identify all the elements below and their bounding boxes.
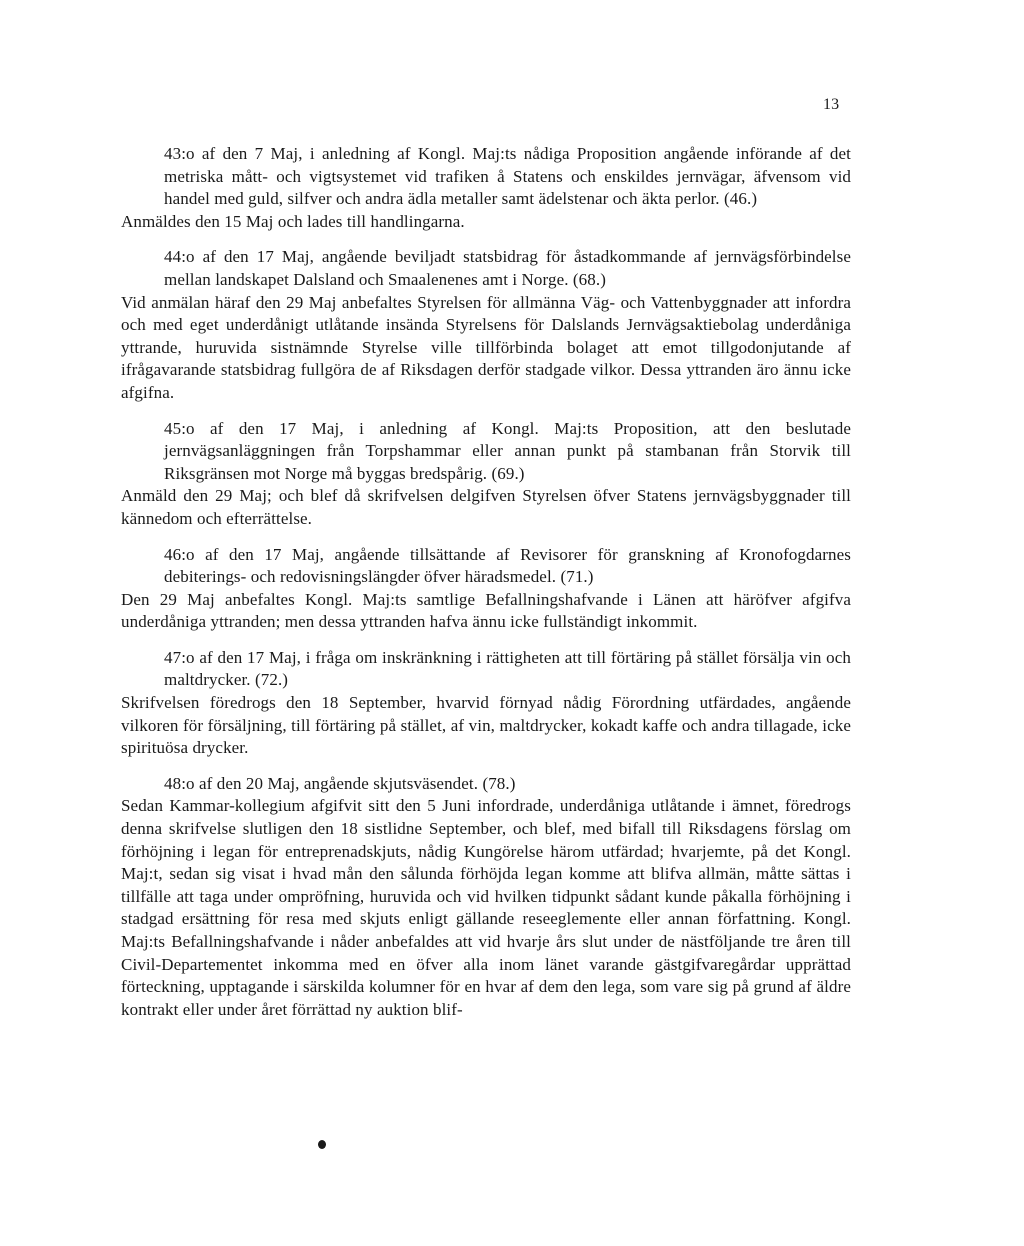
entry-heading: 46:o af den 17 Maj, angående tillsättande af Revisorer för granskning af Kronofogdarnes debiterings- och redovisningslängder öfver häradsmedel. (71.): [164, 544, 851, 587]
entry-44: [121, 246, 851, 404]
entry-note: Den 29 Maj anbefaltes Kongl. Maj:ts samtlige Befallningshafvande i Länen att häröfver afgifva underdåniga yttranden; men dessa yttranden hafva ännu icke fullständigt inkommit.: [121, 589, 851, 632]
entry-heading: 43:o af den 7 Maj, i anledning af Kongl. Maj:ts nådiga Proposition angående införande af det metriska mått- och vigtsystemet vid trafiken å Statens och enskildes jernvägar, äfvensom vid handel med guld, silfver och andra ädla metaller samt ädelstenar och äkta perlor. (46.): [164, 144, 851, 209]
entry-43: [121, 143, 851, 233]
entry-note: Skrifvelsen föredrogs den 18 September, hvarvid förnyad nådig Förordning utfärdades, angående vilkoren för försäljning, till förtäring på stället, af vin, maltdrycker, kokadt kaffe och andra tillagade, icke spirituösa drycker.: [121, 693, 851, 758]
entry-heading: 48:o af den 20 Maj, angående skjutsväsendet. (78.): [164, 773, 516, 793]
page-number: 13: [823, 96, 840, 113]
entry-heading: 44:o af den 17 Maj, angående beviljadt statsbidrag för åstadkommande af jernvägsförbindelse mellan landskapet Dalsland och Smaalenenes amt i Norge. (68.): [164, 247, 851, 289]
entry-note: Anmäldes den 15 Maj och lades till handlingarna.: [121, 211, 465, 231]
entry-47: [121, 647, 851, 760]
entry-note: Sedan Kammar-kollegium afgifvit sitt den 5 Juni infordrade, underdåniga utlåtande i ämnet, föredrogs denna skrifvelse slutligen den 18 sistlidne September, och blef, med bifall till Riksdagens förslag om förhöjning i legan för entreprenadskjuts, nådig Kungörelse härom utfärdad; hvarjemte, på det Kongl. Maj:t, sedan sig visat i hvad mån den sålunda förhöjda legan komme att blifva allmän, måtte sättas i tillfälle att taga under ompröfning, huruvida och vid hvilken tidpunkt sådant kunde påkalla förhöjning i stadgad ersättning för resa med skjuts enligt gällande reseeglemente eller annan författning. Kongl. Maj:ts Befallningshafvande i nåder anbefaldes att vid hvarje års slut under de nästföljande tre åren till Civil-Departementet inkomma med en öfver alla inom länet varande gästgifvaregårdar upprättad förteckning, upptagande i särskilda kolumner för en hvar af dem den lega, som vare sig på grund af äldre kontrakt eller under året förrättad ny auktion blif-: [121, 796, 851, 1019]
entry-note: Anmäld den 29 Maj; och blef då skrifvelsen delgifven Styrelsen öfver Statens jernvägsbyggnader till kännedom och efterrättelse.: [121, 486, 851, 528]
entry-46: [121, 544, 851, 634]
ink-spot: [318, 1140, 326, 1149]
page-text: [121, 143, 851, 1034]
entry-48: [121, 773, 851, 1022]
entry-heading: 47:o af den 17 Maj, i fråga om inskränkning i rättigheten att till förtäring på stället försälja vin och maltdrycker. (72.): [164, 647, 851, 690]
entry-heading: 45:o af den 17 Maj, i anledning af Kongl. Maj:ts Proposition, att den beslutade jernvägsanläggningen från Torpshammar eller annan punkt på stambanan från Storvik till Riksgränsen mot Norge må byggas bredspårig. (69.): [164, 418, 851, 483]
entry-note: Vid anmälan häraf den 29 Maj anbefaltes Styrelsen för allmänna Väg- och Vattenbyggnader att infordra och med eget underdånigt utlåtande insända Styrelsens för Dalslands Jernvägsaktiebolag underdåniga yttrande, huruvida sistnämnde Styrelse ville tillförbinda bolaget att emot tillgodonjutande af ifrågavarande statsbidrag fullgöra de af Riksdagen derför stadgade vilkor. Dessa yttranden äro ännu icke afgifna.: [121, 292, 851, 402]
entry-45: [121, 418, 851, 531]
